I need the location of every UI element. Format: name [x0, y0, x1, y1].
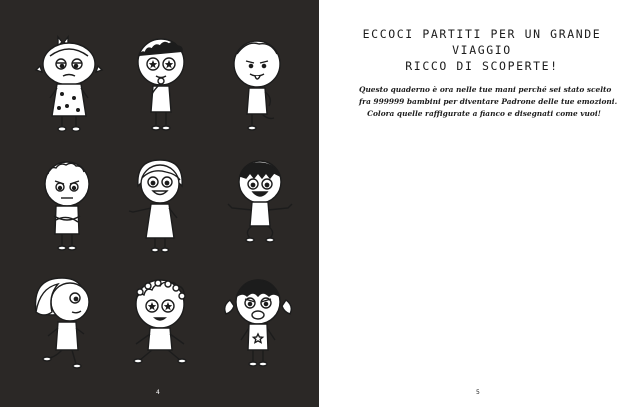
figure-pigtails-shouting	[220, 272, 296, 372]
figure-arms-open-laughing	[224, 154, 296, 254]
page-title	[337, 26, 627, 74]
title-line-2: RICCO DI SCOPERTE!	[405, 59, 559, 73]
figure-tongue-out	[224, 34, 294, 134]
title-line-1: ECCOCI PARTITI PER UN GRANDE VIAGGIO	[362, 27, 602, 57]
right-page	[319, 0, 638, 407]
figure-curly-starstruck	[126, 34, 196, 134]
figure-girl-bob-walking	[30, 272, 102, 372]
intro-line-3: Colora quelle raffigurate a fianco e disegnati come vuoi!	[367, 109, 601, 118]
figure-star-eyes-sitting	[124, 274, 196, 374]
intro-line-1: Questo quaderno è ora nelle tue mani perché sei stato scelto	[359, 85, 612, 94]
figure-girl-with-bow	[34, 36, 104, 136]
figure-arms-crossed	[34, 156, 104, 256]
intro-line-2: fra 999999 bambini per diventare Padrone delle tue emozioni.	[359, 97, 618, 106]
intro-paragraph	[359, 84, 618, 120]
left-page-number: 4	[156, 389, 160, 396]
figure-girl-pointing	[124, 154, 196, 254]
right-page-number: 5	[476, 389, 480, 396]
